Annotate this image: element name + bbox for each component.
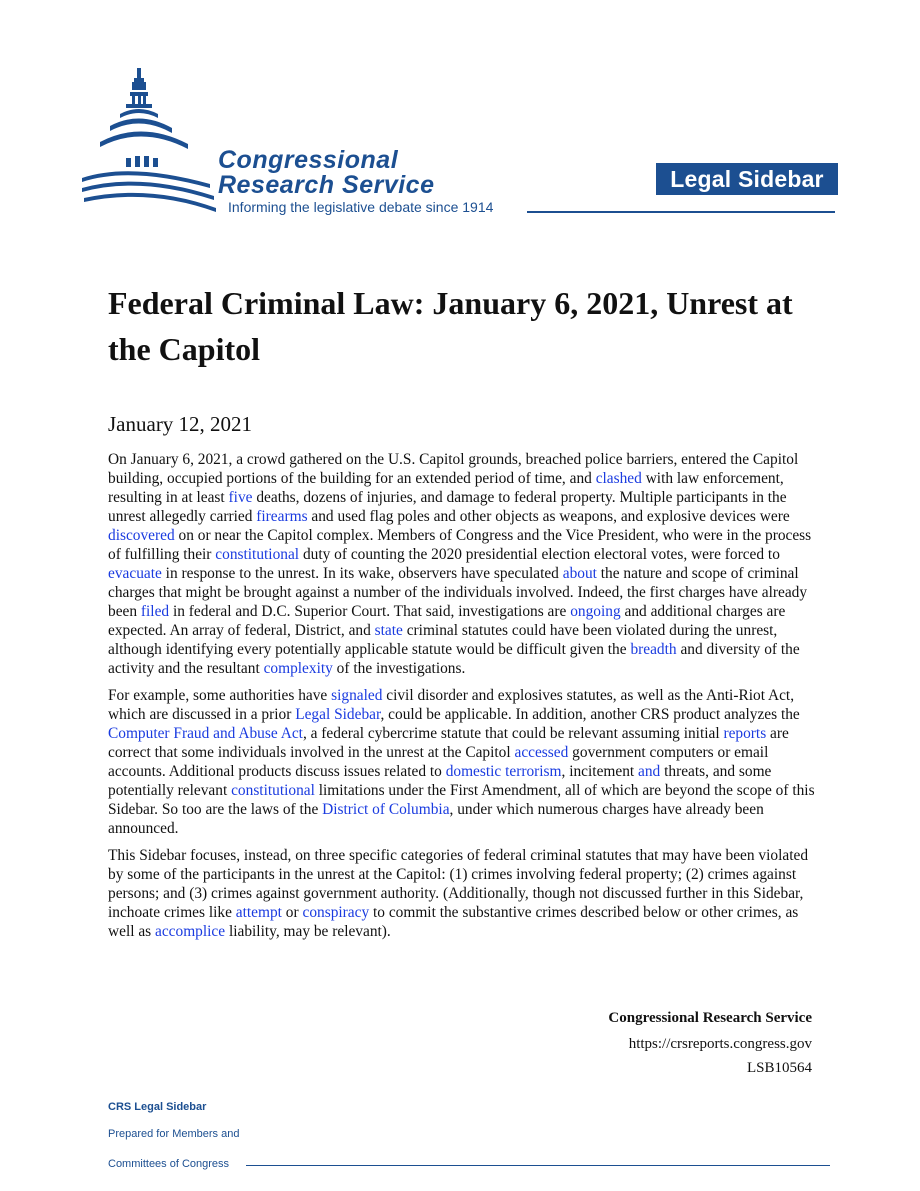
paragraph (108, 686, 820, 838)
text-run: the nature and scope of criminal charges that might be brought against a number of the individuals involved. Indeed, the first charges have already been (108, 565, 808, 620)
org-name-line1: Congressional (218, 146, 399, 174)
text-run: government computers or email accounts. Additional products discuss issues related to (108, 744, 769, 780)
text-run: and used flag poles and other objects as weapons, and explosive devices were (307, 508, 790, 525)
text-run: in federal and D.C. Superior Court. That said, investigations are (169, 603, 571, 620)
footer-divider (246, 1165, 830, 1166)
text-run: , a federal cybercrime statute that could be relevant assuming initial (302, 725, 724, 742)
inline-link[interactable]: reports (723, 725, 767, 742)
text-run: and diversity of the activity and the resultant (108, 641, 800, 677)
text-run: deaths, dozens of injuries, and damage to federal property. Multiple participants in the unrest allegedly carried (108, 489, 787, 525)
text-run: of the investigations. (332, 660, 466, 677)
text-run: limitations under the First Amendment, all of which are beyond the scope of this Sidebar. So too are the laws of the (108, 782, 815, 818)
footer-report-code: LSB10564 (746, 1060, 812, 1076)
text-run: on or near the Capitol complex. Members of Congress and the Vice President, who were in the process of fulfilling their (108, 527, 812, 563)
inline-link[interactable]: filed (140, 603, 170, 620)
header-divider (527, 211, 835, 213)
inline-link[interactable]: domestic terrorism (445, 763, 562, 780)
text-run: duty of counting the 2020 presidential election electoral votes, were forced to (299, 546, 780, 563)
inline-link[interactable]: accomplice (155, 923, 226, 940)
text-run: to commit the substantive crimes described below or other crimes, as well as (108, 904, 799, 940)
body-text (108, 450, 820, 949)
org-tagline: Informing the legislative debate since 1914 (228, 199, 494, 215)
paragraph (108, 846, 820, 941)
text-run: , incitement (561, 763, 639, 780)
page-title: Federal Criminal Law: January 6, 2021, Unrest at the Capitol (108, 285, 793, 367)
inline-link[interactable]: clashed (595, 470, 642, 487)
text-run: , could be applicable. In addition, another CRS product analyzes the (380, 706, 800, 723)
inline-link[interactable]: Computer Fraud and Abuse Act (108, 725, 303, 742)
inline-link[interactable]: firearms (256, 508, 308, 525)
text-run: criminal statutes could have been violated during the unrest, although identifying every potentially applicable statute would be difficult given the (108, 622, 778, 658)
inline-link[interactable]: about (562, 565, 597, 582)
footer-org-name: Congressional Research Service (608, 1010, 812, 1026)
inline-link[interactable]: and (638, 763, 661, 780)
inline-link[interactable]: breadth (630, 641, 677, 658)
text-run: in response to the unrest. In its wake, observers have speculated (161, 565, 563, 582)
inline-link[interactable]: District of Columbia (322, 801, 450, 818)
text-run: On January 6, 2021, a crowd gathered on the U.S. Capitol grounds, breached police barriers, entered the Capitol building, occupied portions of the building for an extended period of time, and (108, 451, 799, 487)
inline-link[interactable]: discovered (108, 527, 175, 544)
inline-link[interactable]: ongoing (570, 603, 621, 620)
text-run: , under which numerous charges have already been announced. (108, 801, 764, 837)
publication-date: January 12, 2021 (108, 412, 253, 436)
text-run: and additional charges are expected. An array of federal, District, and (108, 603, 786, 639)
inline-link[interactable]: five (228, 489, 253, 506)
text-run: or (281, 904, 303, 921)
inline-link[interactable]: evacuate (108, 565, 162, 582)
footer-label-committees: Committees of Congress (108, 1158, 230, 1170)
capitol-dome-icon (80, 66, 220, 216)
org-name-line2: Research Service (218, 171, 435, 199)
footer-url[interactable]: https://crsreports.congress.gov (628, 1036, 812, 1052)
legal-sidebar-badge: Legal Sidebar (656, 163, 838, 195)
inline-link[interactable]: complexity (263, 660, 333, 677)
inline-link[interactable]: Legal Sidebar (295, 706, 381, 723)
inline-link[interactable]: signaled (331, 687, 383, 704)
text-run: liability, may be relevant). (225, 923, 391, 940)
footer-label-sidebar: CRS Legal Sidebar (108, 1101, 207, 1113)
text-run: with law enforcement, resulting in at least (108, 470, 784, 506)
inline-link[interactable]: accessed (514, 744, 569, 761)
inline-link[interactable]: constitutional (215, 546, 300, 563)
paragraph (108, 450, 820, 678)
inline-link[interactable]: constitutional (231, 782, 315, 799)
inline-link[interactable]: attempt (235, 904, 282, 921)
text-run: For example, some authorities have (108, 687, 332, 704)
footer-label-prepared: Prepared for Members and (108, 1128, 240, 1140)
text-run: This Sidebar focuses, instead, on three specific categories of federal criminal statutes that may have been violated by some of the participants in the unrest at the Capitol: (1) crimes involving federal property; (2) crimes against persons; and (3) crimes against government authority. (Additionally, though not discussed further in this Sidebar, inchoate crimes like (108, 847, 809, 921)
text-run: threats, and some potentially relevant (108, 763, 772, 799)
text-run: are correct that some individuals involved in the unrest at the Capitol (108, 725, 789, 761)
inline-link[interactable]: state (374, 622, 403, 639)
text-run: civil disorder and explosives statutes, as well as the Anti-Riot Act, which are discussed in a prior (108, 687, 795, 723)
inline-link[interactable]: conspiracy (302, 904, 370, 921)
